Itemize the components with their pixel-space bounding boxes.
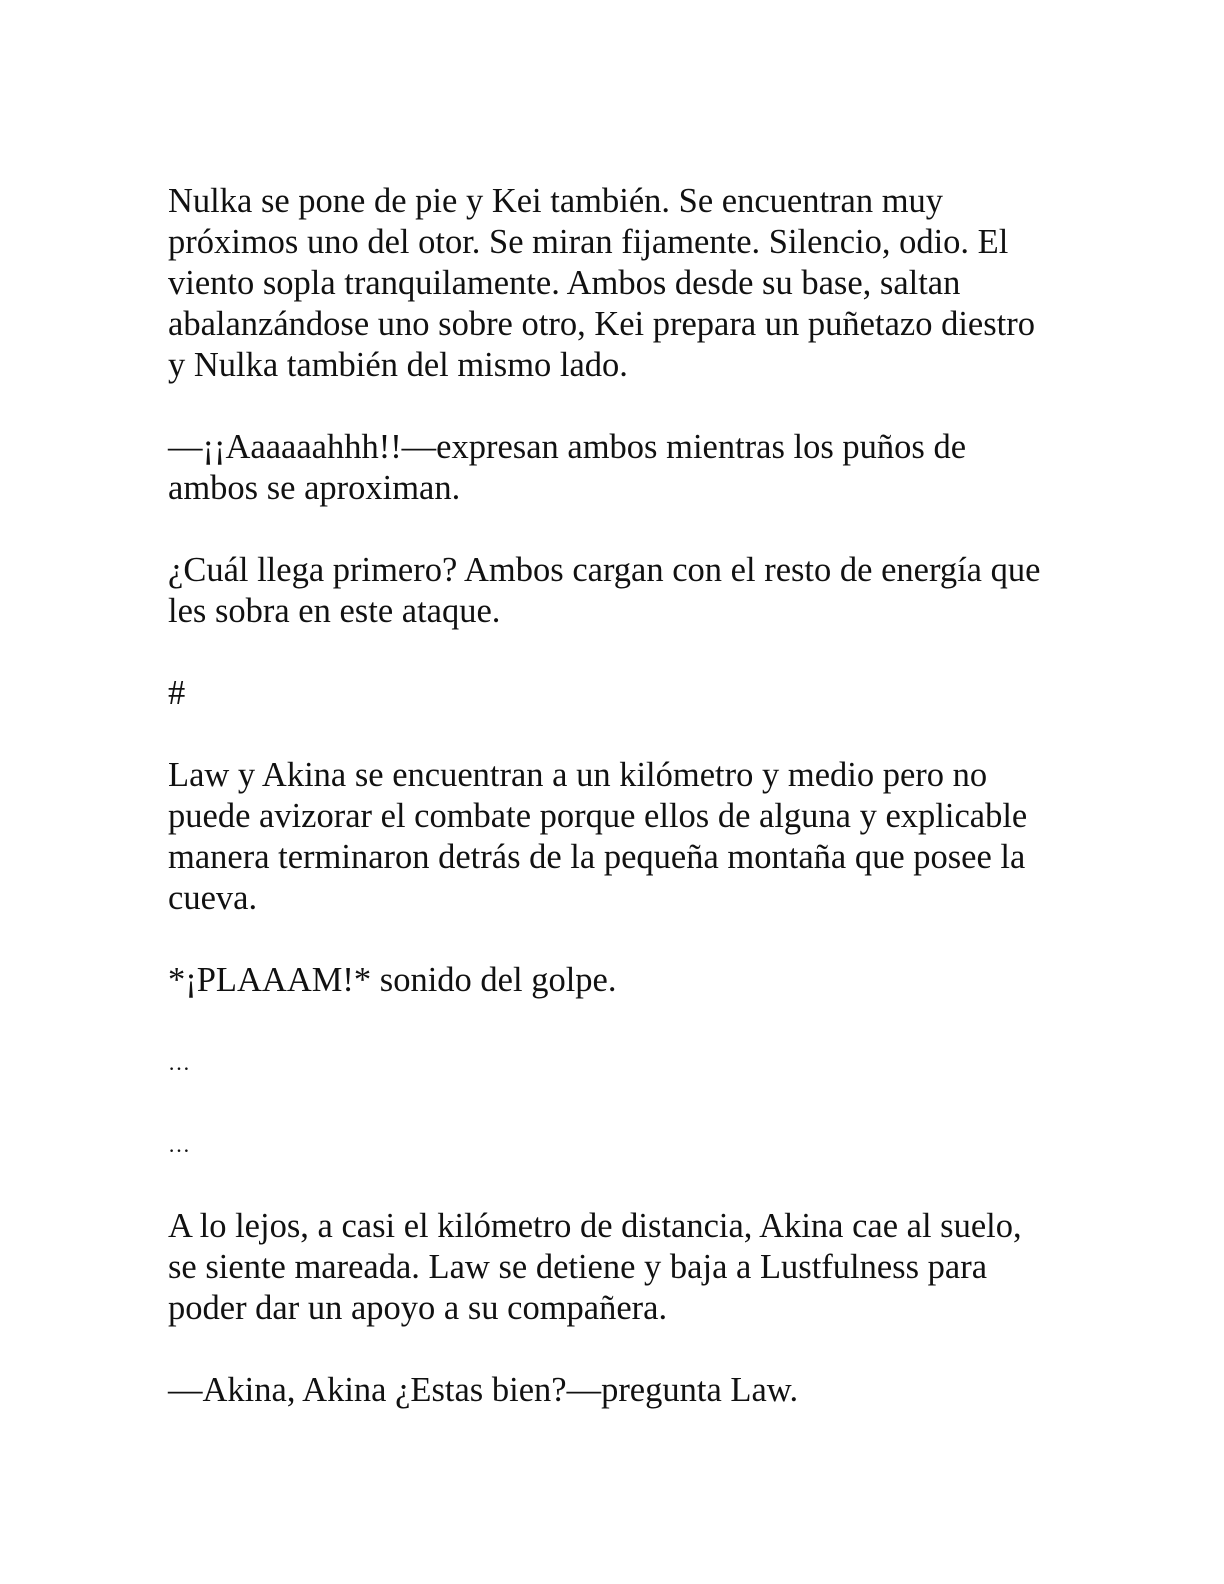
- paragraph: *¡PLAAAM!* sonido del golpe.: [168, 961, 617, 999]
- ellipsis-line: …: [168, 1050, 193, 1075]
- scene-separator: #: [168, 674, 186, 712]
- document-body: [168, 181, 1058, 1452]
- paragraph: A lo lejos, a casi el kilómetro de distancia, Akina cae al suelo, se siente mareada. Law se detiene y baja a Lustfulness para poder dar un apoyo a su compañera.: [168, 1207, 1022, 1327]
- ellipsis-line: …: [168, 1132, 193, 1157]
- paragraph: Nulka se pone de pie y Kei también. Se encuentran muy próximos uno del otor. Se miran fijamente. Silencio, odio. El viento sopla tranquilamente. Ambos desde su base, saltan abalanzándose uno sobre otro, Kei prepara un puñetazo diestro y Nulka también del mismo lado.: [168, 182, 1035, 384]
- paragraph: —Akina, Akina ¿Estas bien?—pregunta Law.: [168, 1371, 799, 1409]
- paragraph: Law y Akina se encuentran a un kilómetro y medio pero no puede avizorar el combate porque ellos de alguna y explicable manera terminaron detrás de la pequeña montaña que posee la cueva.: [168, 756, 1028, 917]
- paragraph: ¿Cuál llega primero? Ambos cargan con el resto de energía que les sobra en este ataque.: [168, 551, 1041, 630]
- paragraph: —¡¡Aaaaaahhh!!—expresan ambos mientras los puños de ambos se aproximan.: [168, 428, 967, 507]
